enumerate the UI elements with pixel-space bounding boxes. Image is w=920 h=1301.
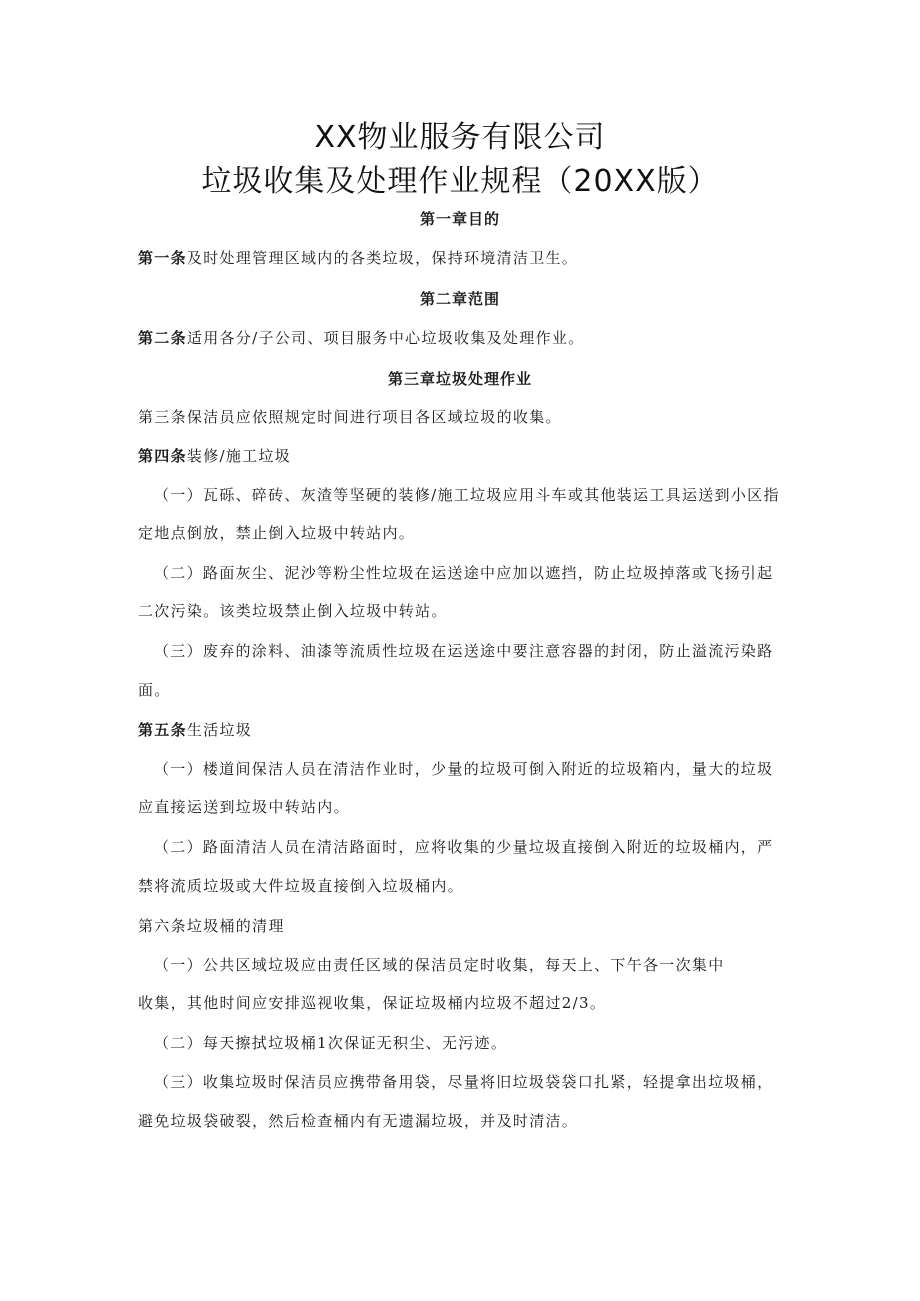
article-4 — [138, 446, 798, 466]
article-4-item-3-line-1: （三）废弃的涂料、油漆等流质性垃圾在运送途中要注意容器的封闭，防止溢流污染路 — [154, 642, 774, 660]
article-3: 第三条保洁员应依照规定时间进行项目各区域垃圾的收集。 — [138, 408, 562, 426]
article-6: 第六条垃圾桶的清理 — [138, 917, 285, 935]
article-1 — [138, 248, 798, 268]
article-4-item-1-line-2: 定地点倒放，禁止倒入垃圾中转站内。 — [138, 524, 416, 542]
article-6-item-3-line-2: 避免垃圾袋破裂，然后检查桶内有无遗漏垃圾，并及时清洁。 — [138, 1112, 579, 1130]
article-5 — [138, 720, 798, 740]
article-5-item-1-line-1: （一）楼道间保洁人员在清洁作业时，少量的垃圾可倒入附近的垃圾箱内，量大的垃圾 — [154, 760, 774, 778]
article-6-item-3-line-1: （三）收集垃圾时保洁员应携带备用袋，尽量将旧垃圾袋袋口扎紧，轻提拿出垃圾桶， — [154, 1073, 774, 1091]
article-4-text: 装修/施工垃圾 — [186, 447, 292, 465]
article-4-item-2-line-1: （二）路面灰尘、泥沙等粉尘性垃圾在运送途中应加以遮挡，防止垃圾掉落或飞扬引起 — [154, 564, 774, 582]
article-4-item-2-line-2: 二次污染。该类垃圾禁止倒入垃圾中转站。 — [138, 602, 448, 620]
article-2-text: 适用各分/子公司、项目服务中心垃圾收集及处理作业。 — [186, 329, 585, 347]
article-6-item-1-line-1: （一）公共区域垃圾应由责任区域的保洁员定时收集，每天上、下午各一次集中 — [154, 956, 725, 974]
article-5-item-2-line-1: （二）路面清洁人员在清洁路面时，应将收集的少量垃圾直接倒入附近的垃圾桶内，严 — [154, 838, 774, 856]
company-title: XX物业服务有限公司 — [314, 120, 606, 155]
article-1-label: 第一条 — [138, 249, 187, 267]
article-5-item-1-line-2: 应直接运送到垃圾中转站内。 — [138, 798, 350, 816]
chapter-1-heading: 第一章目的 — [419, 210, 500, 228]
document-title: 垃圾收集及处理作业规程（20XX版） — [201, 164, 719, 199]
article-4-label: 第四条 — [138, 447, 187, 465]
article-6-item-1-line-2: 收集，其他时间应安排巡视收集，保证垃圾桶内垃圾不超过2/3。 — [138, 994, 607, 1012]
article-4-item-1-line-1: （一）瓦砾、碎砖、灰渣等坚硬的装修/施工垃圾应用斗车或其他装运工具运送到小区指 — [154, 486, 780, 504]
article-5-text: 生活垃圾 — [186, 721, 253, 739]
chapter-2-heading: 第二章范围 — [419, 290, 500, 308]
article-2-label: 第二条 — [138, 329, 187, 347]
chapter-3-heading: 第三章垃圾处理作业 — [387, 370, 532, 388]
article-6-item-2-line-1: （二）每天擦拭垃圾桶1次保证无积尘、无污迹。 — [154, 1034, 508, 1052]
article-5-item-2-line-2: 禁将流质垃圾或大件垃圾直接倒入垃圾桶内。 — [138, 877, 465, 895]
article-1-text: 及时处理管理区域内的各类垃圾，保持环境清洁卫生。 — [186, 249, 579, 267]
article-2 — [138, 328, 798, 348]
article-4-item-3-line-2: 面。 — [138, 681, 171, 699]
article-5-label: 第五条 — [138, 721, 187, 739]
